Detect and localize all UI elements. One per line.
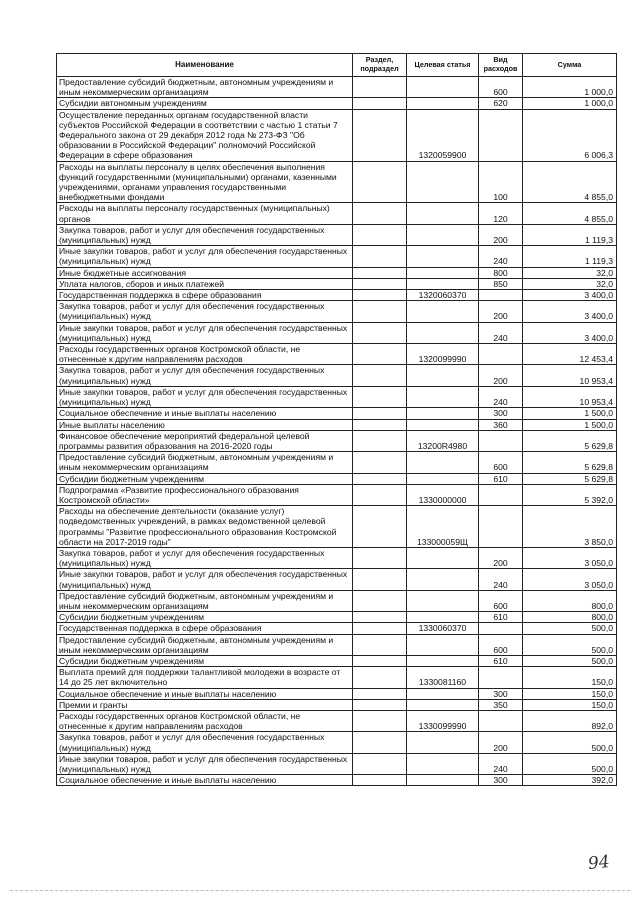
row-article-cell xyxy=(407,203,479,224)
row-type-cell: 100 xyxy=(479,161,523,203)
row-article-cell xyxy=(407,775,479,786)
row-section-cell xyxy=(353,278,407,289)
row-section-cell xyxy=(353,267,407,278)
row-sum-cell: 1 119,3 xyxy=(523,224,617,245)
table-row xyxy=(57,590,617,611)
row-type-cell: 610 xyxy=(479,473,523,484)
row-sum-cell: 500,0 xyxy=(523,634,617,655)
row-type-cell xyxy=(479,430,523,451)
row-name-cell: Закупка товаров, работ и услуг для обеспечения государственных (муниципальных) нужд xyxy=(57,301,353,322)
table-row xyxy=(57,667,617,688)
row-sum-cell: 1 000,0 xyxy=(523,98,617,109)
row-type-cell: 200 xyxy=(479,732,523,753)
row-name-cell: Субсидии бюджетным учреждениям xyxy=(57,473,353,484)
row-article-cell xyxy=(407,408,479,419)
row-sum-cell: 3 400,0 xyxy=(523,322,617,343)
table-row xyxy=(57,732,617,753)
table-row xyxy=(57,246,617,267)
row-type-cell: 300 xyxy=(479,408,523,419)
row-name-cell: Осуществление переданных органам государственной власти субъектов Российской Федерации в соответствии с частью 1 статьи 7 Федерального закона от 29 декабря 2012 года № 273-ФЗ "Об образовании в Российской Федерации" полномочий Российской Федерации в сфере образования xyxy=(57,109,353,161)
row-section-cell xyxy=(353,430,407,451)
header-section: Раздел, подраздел xyxy=(353,54,407,77)
header-type: Вид расходов xyxy=(479,54,523,77)
row-name-cell: Уплата налогов, сборов и иных платежей xyxy=(57,278,353,289)
table-row xyxy=(57,109,617,161)
table-row xyxy=(57,699,617,710)
row-sum-cell: 1 119,3 xyxy=(523,246,617,267)
row-article-cell xyxy=(407,473,479,484)
row-type-cell xyxy=(479,290,523,301)
row-name-cell: Предоставление субсидий бюджетным, автономным учреждениям и иным некоммерческим организациям xyxy=(57,452,353,473)
row-section-cell xyxy=(353,699,407,710)
table-row xyxy=(57,655,617,666)
row-name-cell: Предоставление субсидий бюджетным, автономным учреждениям и иным некоммерческим организациям xyxy=(57,634,353,655)
row-article-cell xyxy=(407,322,479,343)
row-name-cell: Иные бюджетные ассигнования xyxy=(57,267,353,278)
table-row xyxy=(57,224,617,245)
row-article-cell xyxy=(407,267,479,278)
row-name-cell: Иные выплаты населению xyxy=(57,419,353,430)
row-name-cell: Иные закупки товаров, работ и услуг для обеспечения государственных (муниципальных) нужд xyxy=(57,322,353,343)
row-name-cell: Премии и гранты xyxy=(57,699,353,710)
row-name-cell: Социальное обеспечение и иные выплаты населению xyxy=(57,688,353,699)
row-sum-cell: 10 953,4 xyxy=(523,365,617,386)
row-sum-cell: 1 500,0 xyxy=(523,408,617,419)
row-article-cell xyxy=(407,161,479,203)
row-type-cell xyxy=(479,710,523,731)
row-name-cell: Расходы государственных органов Костромской области, не отнесенные к другим направлениям расходов xyxy=(57,710,353,731)
row-article-cell: 1330060370 xyxy=(407,623,479,634)
row-type-cell: 200 xyxy=(479,547,523,568)
row-type-cell: 240 xyxy=(479,386,523,407)
row-section-cell xyxy=(353,203,407,224)
row-type-cell: 620 xyxy=(479,98,523,109)
table-row xyxy=(57,710,617,731)
row-name-cell: Предоставление субсидий бюджетным, автономным учреждениям и иным некоммерческим организациям xyxy=(57,77,353,98)
table-row xyxy=(57,267,617,278)
row-name-cell: Социальное обеспечение и иные выплаты населению xyxy=(57,775,353,786)
table-row xyxy=(57,161,617,203)
row-article-cell xyxy=(407,419,479,430)
row-section-cell xyxy=(353,710,407,731)
row-article-cell xyxy=(407,590,479,611)
row-article-cell xyxy=(407,753,479,774)
row-type-cell xyxy=(479,484,523,505)
row-article-cell xyxy=(407,688,479,699)
row-section-cell xyxy=(353,365,407,386)
row-name-cell: Иные закупки товаров, работ и услуг для обеспечения государственных (муниципальных) нужд xyxy=(57,753,353,774)
row-article-cell xyxy=(407,655,479,666)
row-sum-cell: 150,0 xyxy=(523,688,617,699)
row-type-cell: 240 xyxy=(479,322,523,343)
row-section-cell xyxy=(353,386,407,407)
row-type-cell: 200 xyxy=(479,224,523,245)
row-name-cell: Выплата премий для поддержки талантливой молодежи в возрасте от 14 до 25 лет включительно xyxy=(57,667,353,688)
row-sum-cell: 32,0 xyxy=(523,267,617,278)
row-article-cell: 1320099990 xyxy=(407,344,479,365)
row-name-cell: Предоставление субсидий бюджетным, автономным учреждениям и иным некоммерческим организациям xyxy=(57,590,353,611)
header-article: Целевая статья xyxy=(407,54,479,77)
row-type-cell xyxy=(479,109,523,161)
row-name-cell: Закупка товаров, работ и услуг для обеспечения государственных (муниципальных) нужд xyxy=(57,365,353,386)
row-name-cell: Иные закупки товаров, работ и услуг для обеспечения государственных (муниципальных) нужд xyxy=(57,386,353,407)
row-sum-cell: 892,0 xyxy=(523,710,617,731)
row-article-cell xyxy=(407,386,479,407)
row-type-cell xyxy=(479,344,523,365)
table-row xyxy=(57,301,617,322)
row-article-cell xyxy=(407,634,479,655)
row-name-cell: Субсидии бюджетным учреждениям xyxy=(57,612,353,623)
row-article-cell: 1320059900 xyxy=(407,109,479,161)
scan-edge-line xyxy=(10,890,630,891)
row-section-cell xyxy=(353,655,407,666)
row-article-cell xyxy=(407,246,479,267)
table-row xyxy=(57,623,617,634)
table-row xyxy=(57,365,617,386)
row-section-cell xyxy=(353,246,407,267)
row-section-cell xyxy=(353,547,407,568)
row-article-cell xyxy=(407,732,479,753)
header-sum: Сумма xyxy=(523,54,617,77)
row-type-cell: 240 xyxy=(479,753,523,774)
row-article-cell: 1330099990 xyxy=(407,710,479,731)
page-number: 94 xyxy=(587,851,611,875)
table-row xyxy=(57,386,617,407)
row-section-cell xyxy=(353,623,407,634)
row-sum-cell: 500,0 xyxy=(523,655,617,666)
row-type-cell: 600 xyxy=(479,590,523,611)
row-type-cell: 360 xyxy=(479,419,523,430)
row-section-cell xyxy=(353,161,407,203)
table-row xyxy=(57,408,617,419)
row-name-cell: Государственная поддержка в сфере образования xyxy=(57,290,353,301)
row-section-cell xyxy=(353,688,407,699)
row-section-cell xyxy=(353,77,407,98)
row-name-cell: Расходы государственных органов Костромской области, не отнесенные к другим направлениям расходов xyxy=(57,344,353,365)
row-type-cell: 600 xyxy=(479,634,523,655)
row-article-cell xyxy=(407,365,479,386)
row-name-cell: Социальное обеспечение и иные выплаты населению xyxy=(57,408,353,419)
row-section-cell xyxy=(353,109,407,161)
row-article-cell xyxy=(407,699,479,710)
row-name-cell: Закупка товаров, работ и услуг для обеспечения государственных (муниципальных) нужд xyxy=(57,732,353,753)
row-section-cell xyxy=(353,484,407,505)
row-type-cell xyxy=(479,506,523,548)
row-sum-cell: 3 400,0 xyxy=(523,290,617,301)
row-type-cell xyxy=(479,667,523,688)
row-name-cell: Расходы на выплаты персоналу в целях обеспечения выполнения функций государственными (муниципальными) органами, казенными учреждениями, органами управления государственными внебюджетными фондами xyxy=(57,161,353,203)
row-sum-cell: 1 500,0 xyxy=(523,419,617,430)
row-sum-cell: 800,0 xyxy=(523,612,617,623)
row-article-cell xyxy=(407,301,479,322)
row-sum-cell: 4 855,0 xyxy=(523,203,617,224)
row-type-cell: 200 xyxy=(479,301,523,322)
header-name: Наименование xyxy=(57,54,353,77)
table-row xyxy=(57,430,617,451)
row-article-cell xyxy=(407,612,479,623)
table-row xyxy=(57,77,617,98)
row-type-cell: 850 xyxy=(479,278,523,289)
table-row xyxy=(57,452,617,473)
table-row xyxy=(57,344,617,365)
row-type-cell: 240 xyxy=(479,569,523,590)
row-sum-cell: 3 050,0 xyxy=(523,547,617,568)
row-section-cell xyxy=(353,667,407,688)
row-name-cell: Государственная поддержка в сфере образования xyxy=(57,623,353,634)
row-name-cell: Расходы на обеспечение деятельности (оказание услуг) подведомственных учреждений, в рамках ведомственной целевой программы "Развитие профессионального образования Костромской области на 2017-2019 годы" xyxy=(57,506,353,548)
row-sum-cell: 5 392,0 xyxy=(523,484,617,505)
row-name-cell: Финансовое обеспечение мероприятий федеральной целевой программы развития образования на 2016-2020 годы xyxy=(57,430,353,451)
row-article-cell: 1330000000 xyxy=(407,484,479,505)
row-type-cell: 200 xyxy=(479,365,523,386)
row-sum-cell: 3 050,0 xyxy=(523,569,617,590)
row-name-cell: Подпрограмма «Развитие профессионального образования Костромской области» xyxy=(57,484,353,505)
row-article-cell xyxy=(407,569,479,590)
row-section-cell xyxy=(353,569,407,590)
row-article-cell xyxy=(407,452,479,473)
budget-table-sheet xyxy=(56,53,616,786)
row-type-cell: 350 xyxy=(479,699,523,710)
row-section-cell xyxy=(353,732,407,753)
table-row xyxy=(57,419,617,430)
row-section-cell xyxy=(353,290,407,301)
row-sum-cell: 1 000,0 xyxy=(523,77,617,98)
row-sum-cell: 500,0 xyxy=(523,623,617,634)
row-section-cell xyxy=(353,634,407,655)
row-section-cell xyxy=(353,322,407,343)
table-row xyxy=(57,634,617,655)
row-sum-cell: 3 400,0 xyxy=(523,301,617,322)
row-sum-cell: 10 953,4 xyxy=(523,386,617,407)
row-section-cell xyxy=(353,419,407,430)
row-section-cell xyxy=(353,775,407,786)
row-sum-cell: 5 629,8 xyxy=(523,452,617,473)
row-type-cell: 600 xyxy=(479,77,523,98)
row-article-cell xyxy=(407,547,479,568)
row-article-cell: 133000059Щ xyxy=(407,506,479,548)
row-section-cell xyxy=(353,753,407,774)
row-type-cell: 300 xyxy=(479,775,523,786)
table-row xyxy=(57,203,617,224)
row-sum-cell: 150,0 xyxy=(523,699,617,710)
table-row xyxy=(57,688,617,699)
row-section-cell xyxy=(353,590,407,611)
row-type-cell: 610 xyxy=(479,655,523,666)
row-sum-cell: 5 629,8 xyxy=(523,430,617,451)
table-row xyxy=(57,753,617,774)
row-name-cell: Субсидии бюджетным учреждениям xyxy=(57,655,353,666)
table-row xyxy=(57,290,617,301)
row-section-cell xyxy=(353,612,407,623)
table-row xyxy=(57,278,617,289)
row-sum-cell: 32,0 xyxy=(523,278,617,289)
row-article-cell: 1330081160 xyxy=(407,667,479,688)
row-sum-cell: 800,0 xyxy=(523,590,617,611)
table-row xyxy=(57,547,617,568)
row-article-cell xyxy=(407,77,479,98)
row-sum-cell: 500,0 xyxy=(523,753,617,774)
row-sum-cell: 150,0 xyxy=(523,667,617,688)
row-type-cell: 600 xyxy=(479,452,523,473)
row-name-cell: Иные закупки товаров, работ и услуг для обеспечения государственных (муниципальных) нужд xyxy=(57,569,353,590)
row-name-cell: Закупка товаров, работ и услуг для обеспечения государственных (муниципальных) нужд xyxy=(57,547,353,568)
row-section-cell xyxy=(353,452,407,473)
row-type-cell: 610 xyxy=(479,612,523,623)
row-sum-cell: 4 855,0 xyxy=(523,161,617,203)
table-row xyxy=(57,612,617,623)
row-type-cell xyxy=(479,623,523,634)
row-name-cell: Субсидии автономным учреждениям xyxy=(57,98,353,109)
row-type-cell: 800 xyxy=(479,267,523,278)
table-row xyxy=(57,484,617,505)
table-row xyxy=(57,569,617,590)
table-body xyxy=(57,77,617,786)
row-article-cell xyxy=(407,224,479,245)
row-name-cell: Расходы на выплаты персоналу государственных (муниципальных) органов xyxy=(57,203,353,224)
row-sum-cell: 392,0 xyxy=(523,775,617,786)
row-section-cell xyxy=(353,344,407,365)
row-section-cell xyxy=(353,98,407,109)
row-type-cell: 120 xyxy=(479,203,523,224)
row-article-cell: 13200R4980 xyxy=(407,430,479,451)
row-section-cell xyxy=(353,408,407,419)
row-article-cell: 1320060370 xyxy=(407,290,479,301)
row-section-cell xyxy=(353,224,407,245)
row-section-cell xyxy=(353,473,407,484)
table-row xyxy=(57,473,617,484)
table-row xyxy=(57,775,617,786)
table-header-row xyxy=(57,54,617,77)
row-section-cell xyxy=(353,301,407,322)
table-row xyxy=(57,98,617,109)
row-sum-cell: 500,0 xyxy=(523,732,617,753)
row-section-cell xyxy=(353,506,407,548)
row-article-cell xyxy=(407,278,479,289)
row-sum-cell: 12 453,4 xyxy=(523,344,617,365)
row-name-cell: Закупка товаров, работ и услуг для обеспечения государственных (муниципальных) нужд xyxy=(57,224,353,245)
row-sum-cell: 5 629,8 xyxy=(523,473,617,484)
table-row xyxy=(57,506,617,548)
row-sum-cell: 6 006,3 xyxy=(523,109,617,161)
row-name-cell: Иные закупки товаров, работ и услуг для обеспечения государственных (муниципальных) нужд xyxy=(57,246,353,267)
table-row xyxy=(57,322,617,343)
row-sum-cell: 3 850,0 xyxy=(523,506,617,548)
row-type-cell: 300 xyxy=(479,688,523,699)
row-type-cell: 240 xyxy=(479,246,523,267)
row-article-cell xyxy=(407,98,479,109)
budget-table xyxy=(56,53,617,786)
